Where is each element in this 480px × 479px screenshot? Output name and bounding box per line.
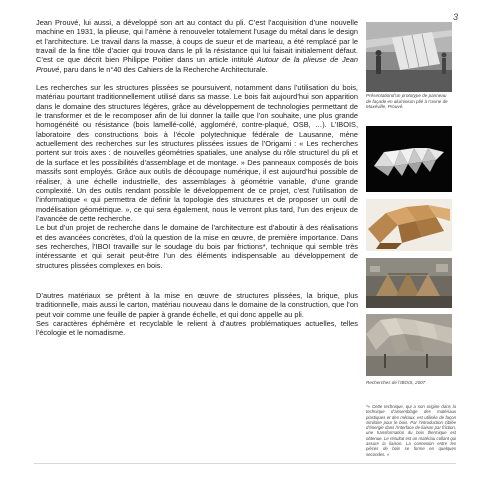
article-title: Autour de la plieuse de Jean Prouvé [36,55,358,74]
photo-caption-ibois: Recherches de l’IBOIS, 2007 [366,380,426,385]
main-text-column [36,18,358,338]
photo-folded-structure-white [366,126,452,192]
photo-workshop-structure [366,258,452,308]
footnote: *« Cette technique, qui a son origine dans la technique d’assemblage des matériaux plastiques et des métaux, est utilisée de façon similaire pour le bois. Par l’introduction ciblée d’énergie dans l’interface de liaison par friction, une transformation du bois thermique est obtenue. Le résultat est un matériau collant qui assure la liaison. La connexion entre les pièces de bois se forme en quelques secondes. » [366,404,456,457]
paragraph-text: , paru dans le n°40 des Cahiers de la Recherche Architecturale. [59,64,268,74]
paragraph-text: Jean Prouvé, lui aussi, a développé son art au contact du pli. C’est l’acquisition d’une nouvelle machine en 1931, la plieuse, qui l’amène à renouveler totalement l’usage du métal dans le design et l’architecture. Le travail dans la masse, à coups de sueur et de marteau, a été remplacé par le travail de la fine tôle d’acier qui trouva dans le pli la résistance qui lui faisait initialement défaut. C’est ce que décrit bien Philippe Poitier dans un article intitulé [36,18,358,65]
paragraph-other-materials: D’autres matériaux se prêtent à la mise en œuvre de structures plissées, la brique, plus traditionnelle, mais aussi le carton, matériau nouveau dans le domaine de la construction, que l’on peut voir comme une feuille de papier à grande échelle, et qui donc appelle au pli. [36,290,358,319]
paragraph-ephemeral: Ses caractères éphémère et recyclable le relient à d’autres problématiques actuelles, telles l’écologie et le nomadisme. [36,318,358,338]
page-number: 3 [453,12,459,22]
photo-caption-prouve: Présentationd’un prototype de panneau de façade en aluminium plié à l’usine de Maxéville, Prouvé. [366,93,448,110]
bottom-divider [34,463,456,464]
paragraph-prouve [36,18,358,74]
paragraph-ibois: Les recherches sur les structures plissées se poursuivent, notamment dans l’utilisation du bois, matériau pourtant traditionnellement utilisé dans sa masse. Le bois fait aujourd’hui son apparition dans le domaine des structures légères, grâce au développement de technologies permettant de le transformer et de le recomposer afin de lui donner la taille que l’on souhaite, une plus grande homogénéité ou résistance (bois lamellé-collé, aggloméré, contre-plaqué, OSB, …). L’IBOIS, laboratoire des constructions bois à l’école polytechnique fédérale de Lausanne, mène actuellement des recherches sur les structures plissées issues de l’Origami : « Les recherches portent sur trois axes : de nouvelles géométries spatiales, une analyse du rôle structurel du pli et de la surface et les possibilités d’assemblage et de montage. » Des panneaux composés de bois massifs sont employés. Grâce aux outils de découpage numérique, il est aujourd’hui possible de réaliser, à une échelle industrielle, des assemblages à géométrie variable, d’une grande complexité. Un des outils rendant possible le développement de ce projet, c’est l’utilisation de l’informatique « qui permettra de définir la topologie des structures et de proposer un outil de modélisation géométrique. », ce qui sera également, nous le verront plus tard, l’un des enjeux de l’avancée de cette recherche. [36,83,358,223]
photo-folded-roof [366,314,452,376]
photo-wood-folded-plates [366,199,452,251]
photo-prouve-prototype [366,22,452,92]
paragraph-research-goal: Le but d’un projet de recherche dans le domaine de l’architecture est d’aboutir à des réalisations et des avancées concrètes, d’où la question de la mise en œuvre, de première importance. Dans ses recherches, l’IBOI travaille sur le soudage du bois par frictions*, technique qui semble très intéressante et qui serait peut-être l’un des éléments indispensable au développement de structures plissées complexes en bois. [36,223,358,270]
